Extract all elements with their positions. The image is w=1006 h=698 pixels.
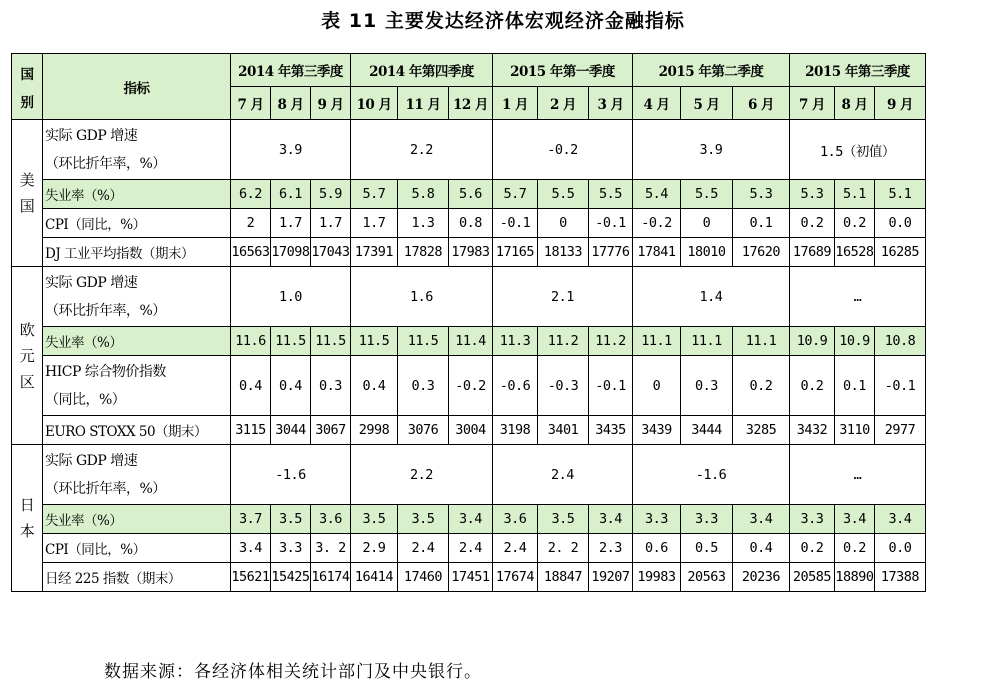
cell: 10.8	[875, 327, 926, 356]
cell: 0.1	[835, 356, 875, 416]
cell: 11.1	[681, 327, 733, 356]
header-month: 6 月	[733, 87, 790, 120]
indicator-label: 失业率（%）	[43, 505, 231, 534]
cell: 3401	[538, 416, 589, 445]
cell: 5.8	[398, 180, 449, 209]
eu-hicp-row	[12, 356, 926, 416]
cell: 2.4	[449, 534, 493, 563]
cell: 2998	[351, 416, 398, 445]
jp-cpi-row	[12, 534, 926, 563]
cell: 0.2	[733, 356, 790, 416]
gdp-value: 1.0	[231, 267, 351, 327]
header-month: 5 月	[681, 87, 733, 120]
gdp-value: 2.2	[351, 120, 493, 180]
jp-gdp-row	[12, 445, 926, 505]
cell: 3. 2	[311, 534, 351, 563]
gdp-value: 1.6	[351, 267, 493, 327]
cell: 2977	[875, 416, 926, 445]
cell: -0.1	[493, 209, 538, 238]
cell: 3.5	[351, 505, 398, 534]
cell: 5.7	[493, 180, 538, 209]
cell: 3.3	[790, 505, 835, 534]
header-month: 1 月	[493, 87, 538, 120]
cell: 11.3	[493, 327, 538, 356]
cell: 5.3	[790, 180, 835, 209]
gdp-value: -1.6	[231, 445, 351, 505]
cell: 3.6	[493, 505, 538, 534]
cell: 6.2	[231, 180, 271, 209]
cell: 3.6	[311, 505, 351, 534]
cell: 3.3	[271, 534, 311, 563]
cell: 17689	[790, 238, 835, 267]
cell: 3.4	[733, 505, 790, 534]
header-month: 3 月	[589, 87, 633, 120]
us-cpi-row	[12, 209, 926, 238]
cell: 0.3	[398, 356, 449, 416]
jp-unemployment-row	[12, 505, 926, 534]
cell: 3.4	[875, 505, 926, 534]
cell: 20563	[681, 563, 733, 592]
cell: 3439	[633, 416, 681, 445]
cell: 15425	[271, 563, 311, 592]
cell: 11.5	[398, 327, 449, 356]
cell: -0.6	[493, 356, 538, 416]
cell: 3432	[790, 416, 835, 445]
cell: 0.4	[351, 356, 398, 416]
cell: 3435	[589, 416, 633, 445]
header-quarter: 2015 年第二季度	[633, 54, 790, 87]
cell: 0.2	[790, 534, 835, 563]
cell: 0.2	[790, 356, 835, 416]
cell: 11.5	[311, 327, 351, 356]
cell: 17388	[875, 563, 926, 592]
cell: 2.3	[589, 534, 633, 563]
eu-gdp-row	[12, 267, 926, 327]
cell: 11.2	[589, 327, 633, 356]
cell: 11.1	[733, 327, 790, 356]
gdp-value: 2.2	[351, 445, 493, 505]
header-month: 7 月	[231, 87, 271, 120]
data-source-note: 数据来源：各经济体相关统计部门及中央银行。	[104, 662, 482, 682]
country-japan: 日 本	[12, 445, 43, 592]
cell: -0.2	[449, 356, 493, 416]
cell: 0.8	[449, 209, 493, 238]
indicator-label: 实际 GDP 增速 （环比折年率，%）	[43, 445, 231, 505]
cell: 17620	[733, 238, 790, 267]
cell: 17674	[493, 563, 538, 592]
us-gdp-row	[12, 120, 926, 180]
gdp-value: …	[790, 445, 926, 505]
cell: 5.6	[449, 180, 493, 209]
cell: 19983	[633, 563, 681, 592]
header-quarter: 2015 年第一季度	[493, 54, 633, 87]
cell: 3110	[835, 416, 875, 445]
cell: 2	[231, 209, 271, 238]
cell: 3.3	[633, 505, 681, 534]
cell: 0.4	[733, 534, 790, 563]
cell: 15621	[231, 563, 271, 592]
header-quarter: 2014 年第四季度	[351, 54, 493, 87]
cell: 1.7	[351, 209, 398, 238]
cell: 5.3	[733, 180, 790, 209]
cell: 5.5	[681, 180, 733, 209]
cell: -0.3	[538, 356, 589, 416]
gdp-value: 2.4	[493, 445, 633, 505]
indicator-label: DJ 工业平均指数（期末）	[43, 238, 231, 267]
cell: 18890	[835, 563, 875, 592]
indicator-label: CPI（同比，%）	[43, 209, 231, 238]
cell: 0.6	[633, 534, 681, 563]
cell: 3115	[231, 416, 271, 445]
cell: 16285	[875, 238, 926, 267]
cell: -0.1	[875, 356, 926, 416]
indicator-label: EURO STOXX 50（期末）	[43, 416, 231, 445]
cell: 3285	[733, 416, 790, 445]
cell: 18010	[681, 238, 733, 267]
table-title: 表 11 主要发达经济体宏观经济金融指标	[321, 10, 685, 32]
cell: 3444	[681, 416, 733, 445]
cell: 0.2	[835, 209, 875, 238]
header-month: 2 月	[538, 87, 589, 120]
header-month: 11 月	[398, 87, 449, 120]
cell: 0.4	[231, 356, 271, 416]
us-unemployment-row	[12, 180, 926, 209]
cell: 3.4	[589, 505, 633, 534]
header-month: 12 月	[449, 87, 493, 120]
gdp-value: -0.2	[493, 120, 633, 180]
cell: 11.2	[538, 327, 589, 356]
header-indicator: 指标	[43, 54, 231, 120]
cell: 17098	[271, 238, 311, 267]
header-month: 7 月	[790, 87, 835, 120]
cell: 11.6	[231, 327, 271, 356]
cell: 3.7	[231, 505, 271, 534]
cell: 20236	[733, 563, 790, 592]
indicator-label: CPI（同比，%）	[43, 534, 231, 563]
cell: 5.5	[538, 180, 589, 209]
cell: 20585	[790, 563, 835, 592]
gdp-value: 2.1	[493, 267, 633, 327]
cell: 17841	[633, 238, 681, 267]
cell: 3.5	[271, 505, 311, 534]
cell: 17451	[449, 563, 493, 592]
cell: 3.4	[835, 505, 875, 534]
cell: 3.4	[449, 505, 493, 534]
cell: 16528	[835, 238, 875, 267]
cell: 17165	[493, 238, 538, 267]
header-country: 国 别	[12, 54, 43, 120]
header-month: 8 月	[271, 87, 311, 120]
cell: 5.7	[351, 180, 398, 209]
header-month: 10 月	[351, 87, 398, 120]
cell: 17460	[398, 563, 449, 592]
eu-unemployment-row	[12, 327, 926, 356]
cell: 0.3	[311, 356, 351, 416]
cell: 18847	[538, 563, 589, 592]
cell: 3067	[311, 416, 351, 445]
cell: 3076	[398, 416, 449, 445]
cell: 0.0	[875, 534, 926, 563]
cell: 1.7	[271, 209, 311, 238]
cell: 11.4	[449, 327, 493, 356]
cell: 0.4	[271, 356, 311, 416]
cell: 19207	[589, 563, 633, 592]
cell: 17043	[311, 238, 351, 267]
gdp-value: -1.6	[633, 445, 790, 505]
cell: 6.1	[271, 180, 311, 209]
cell: 2.9	[351, 534, 398, 563]
cell: 3.4	[231, 534, 271, 563]
cell: 5.4	[633, 180, 681, 209]
cell: 3044	[271, 416, 311, 445]
cell: 5.9	[311, 180, 351, 209]
cell: 16414	[351, 563, 398, 592]
cell: 0.3	[681, 356, 733, 416]
cell: -0.1	[589, 356, 633, 416]
gdp-value: …	[790, 267, 926, 327]
us-index-row	[12, 238, 926, 267]
cell: 3.5	[398, 505, 449, 534]
header-row-quarters	[12, 54, 926, 87]
gdp-value: 1.4	[633, 267, 790, 327]
country-us: 美 国	[12, 120, 43, 267]
cell: 1.7	[311, 209, 351, 238]
cell: 18133	[538, 238, 589, 267]
cell: -0.1	[589, 209, 633, 238]
indicator-label: HICP 综合物价指数 （同比，%）	[43, 356, 231, 416]
indicator-label: 实际 GDP 增速 （环比折年率，%）	[43, 120, 231, 180]
cell: 16174	[311, 563, 351, 592]
eu-index-row	[12, 416, 926, 445]
cell: 10.9	[835, 327, 875, 356]
header-month: 9 月	[311, 87, 351, 120]
cell: 11.5	[351, 327, 398, 356]
jp-index-row	[12, 563, 926, 592]
cell: 2. 2	[538, 534, 589, 563]
cell: 3.5	[538, 505, 589, 534]
cell: 0.0	[875, 209, 926, 238]
header-quarter: 2015 年第三季度	[790, 54, 926, 87]
cell: 5.5	[589, 180, 633, 209]
cell: 16563	[231, 238, 271, 267]
header-month: 9 月	[875, 87, 926, 120]
cell: 3.3	[681, 505, 733, 534]
header-month: 4 月	[633, 87, 681, 120]
header-quarter: 2014 年第三季度	[231, 54, 351, 87]
macro-indicators-table	[11, 53, 926, 592]
cell: 11.1	[633, 327, 681, 356]
indicator-label: 失业率（%）	[43, 327, 231, 356]
cell: 11.5	[271, 327, 311, 356]
cell: -0.2	[633, 209, 681, 238]
indicator-label: 日经 225 指数（期末）	[43, 563, 231, 592]
cell: 3004	[449, 416, 493, 445]
indicator-label: 失业率（%）	[43, 180, 231, 209]
cell: 5.1	[875, 180, 926, 209]
gdp-value: 3.9	[633, 120, 790, 180]
cell: 17391	[351, 238, 398, 267]
cell: 0	[538, 209, 589, 238]
cell: 2.4	[493, 534, 538, 563]
cell: 10.9	[790, 327, 835, 356]
country-eurozone: 欧 元 区	[12, 267, 43, 445]
gdp-value: 3.9	[231, 120, 351, 180]
cell: 17776	[589, 238, 633, 267]
cell: 0.1	[733, 209, 790, 238]
indicator-label: 实际 GDP 增速 （环比折年率，%）	[43, 267, 231, 327]
cell: 17983	[449, 238, 493, 267]
cell: 3198	[493, 416, 538, 445]
gdp-value: 1.5（初值）	[790, 120, 926, 180]
cell: 5.1	[835, 180, 875, 209]
cell: 17828	[398, 238, 449, 267]
cell: 0.2	[835, 534, 875, 563]
cell: 0.5	[681, 534, 733, 563]
cell: 0	[633, 356, 681, 416]
cell: 0.2	[790, 209, 835, 238]
cell: 2.4	[398, 534, 449, 563]
header-month: 8 月	[835, 87, 875, 120]
cell: 0	[681, 209, 733, 238]
cell: 1.3	[398, 209, 449, 238]
